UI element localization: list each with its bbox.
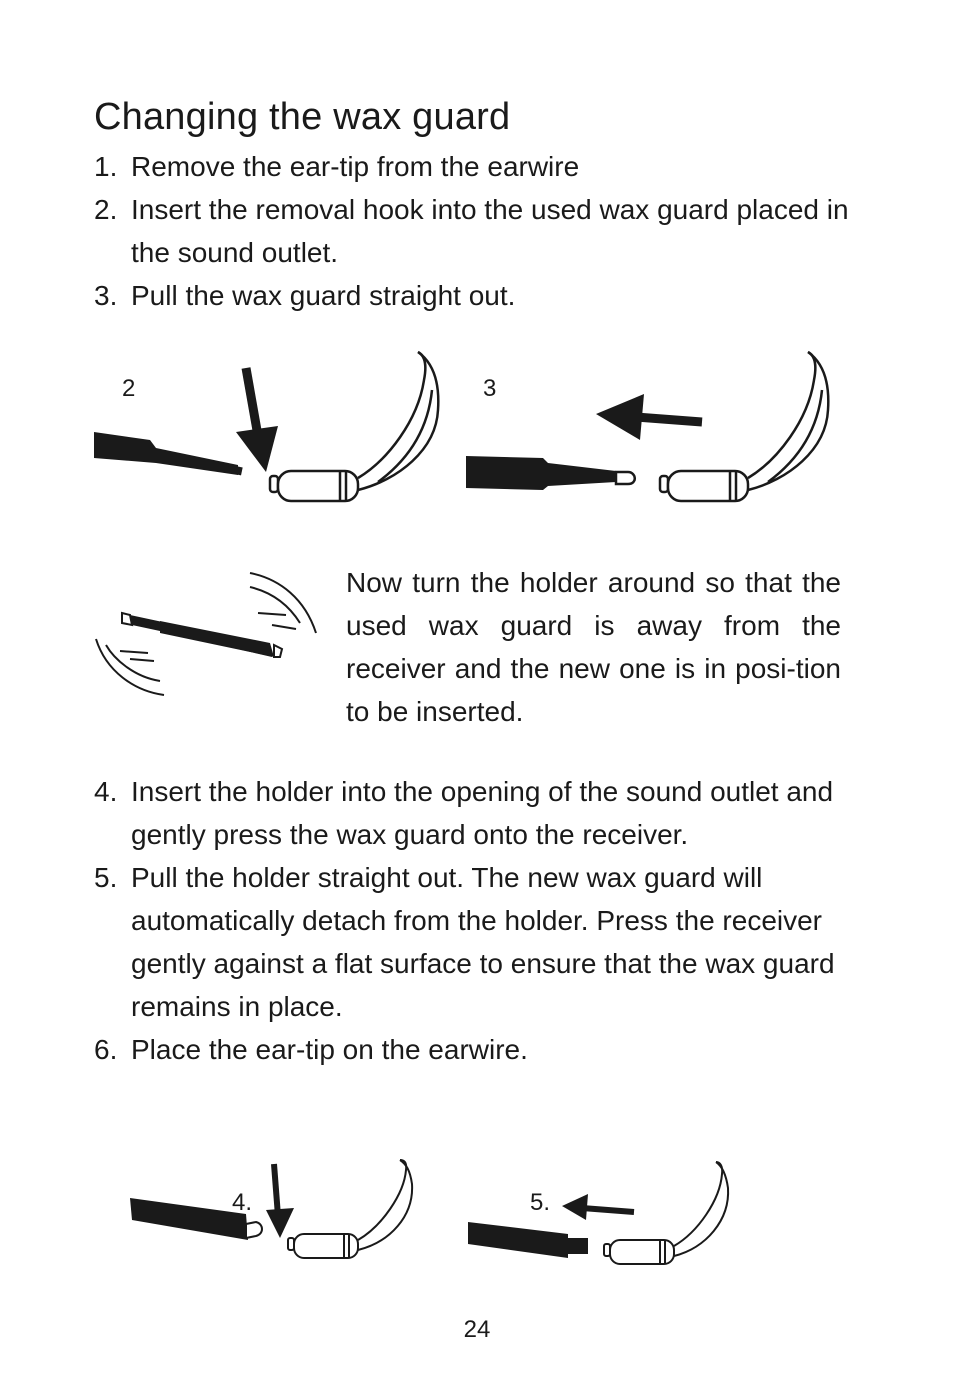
list-item (94, 770, 854, 856)
step-text: Remove the ear-tip from the earwire (131, 151, 580, 182)
figure-label: 3 (483, 375, 497, 402)
arrow-down-icon (236, 368, 278, 472)
holder-tool (122, 613, 282, 657)
figure-step-3 (466, 352, 828, 501)
holder-tool (94, 432, 238, 475)
figure-step-5 (468, 1162, 728, 1264)
step-number: 5. (94, 862, 118, 893)
list-item (94, 145, 854, 188)
illustration-top (88, 350, 858, 520)
receiver-icon (270, 352, 438, 501)
step-number: 4. (94, 776, 118, 807)
page-title: Changing the wax guard (94, 96, 511, 138)
step-text: Pull the holder straight out. The new wax guard will automatically detach from the holder. Press the receiver gently against a flat surface to ensure that the wax guard remains in place. (131, 862, 835, 1022)
step-number: 2. (94, 194, 118, 225)
figure-label: 2 (122, 375, 136, 402)
illustration-bottom (128, 1158, 748, 1278)
arrow-left-icon (596, 394, 702, 440)
holder-tool (468, 1222, 568, 1258)
illustration-turn-holder (90, 565, 330, 705)
holder-tool (466, 456, 616, 490)
step-text: Place the ear-tip on the earwire. (131, 1034, 528, 1065)
arrow-left-icon (562, 1194, 634, 1220)
list-item (94, 188, 854, 274)
figure-step-2 (94, 352, 438, 501)
turn-holder-paragraph: Now turn the holder around so that the used wax guard is away from the receiver and the new one is in posi-tion to be inserted. (346, 567, 841, 727)
list-item (94, 274, 854, 317)
list-item (94, 1028, 854, 1071)
step-text: Insert the holder into the opening of the sound outlet and gently press the wax guard onto the receiver. (131, 776, 834, 850)
step-number: 3. (94, 280, 118, 311)
steps-list-second (94, 770, 854, 1071)
step-number: 1. (94, 151, 118, 182)
figure-label: 4. (232, 1189, 253, 1216)
receiver-icon (288, 1160, 412, 1258)
figure-step-4 (130, 1160, 412, 1258)
step-text: Insert the removal hook into the used wax guard placed in the sound outlet. (131, 194, 849, 268)
step-number: 6. (94, 1034, 118, 1065)
steps-list-first (94, 145, 854, 317)
figure-label: 5. (530, 1189, 551, 1216)
step-text: Pull the wax guard straight out. (131, 280, 516, 311)
holder-tool (130, 1198, 248, 1240)
receiver-icon (660, 352, 828, 501)
list-item (94, 856, 854, 1028)
arrow-down-icon (266, 1164, 294, 1238)
page-number: 24 (463, 1316, 491, 1343)
